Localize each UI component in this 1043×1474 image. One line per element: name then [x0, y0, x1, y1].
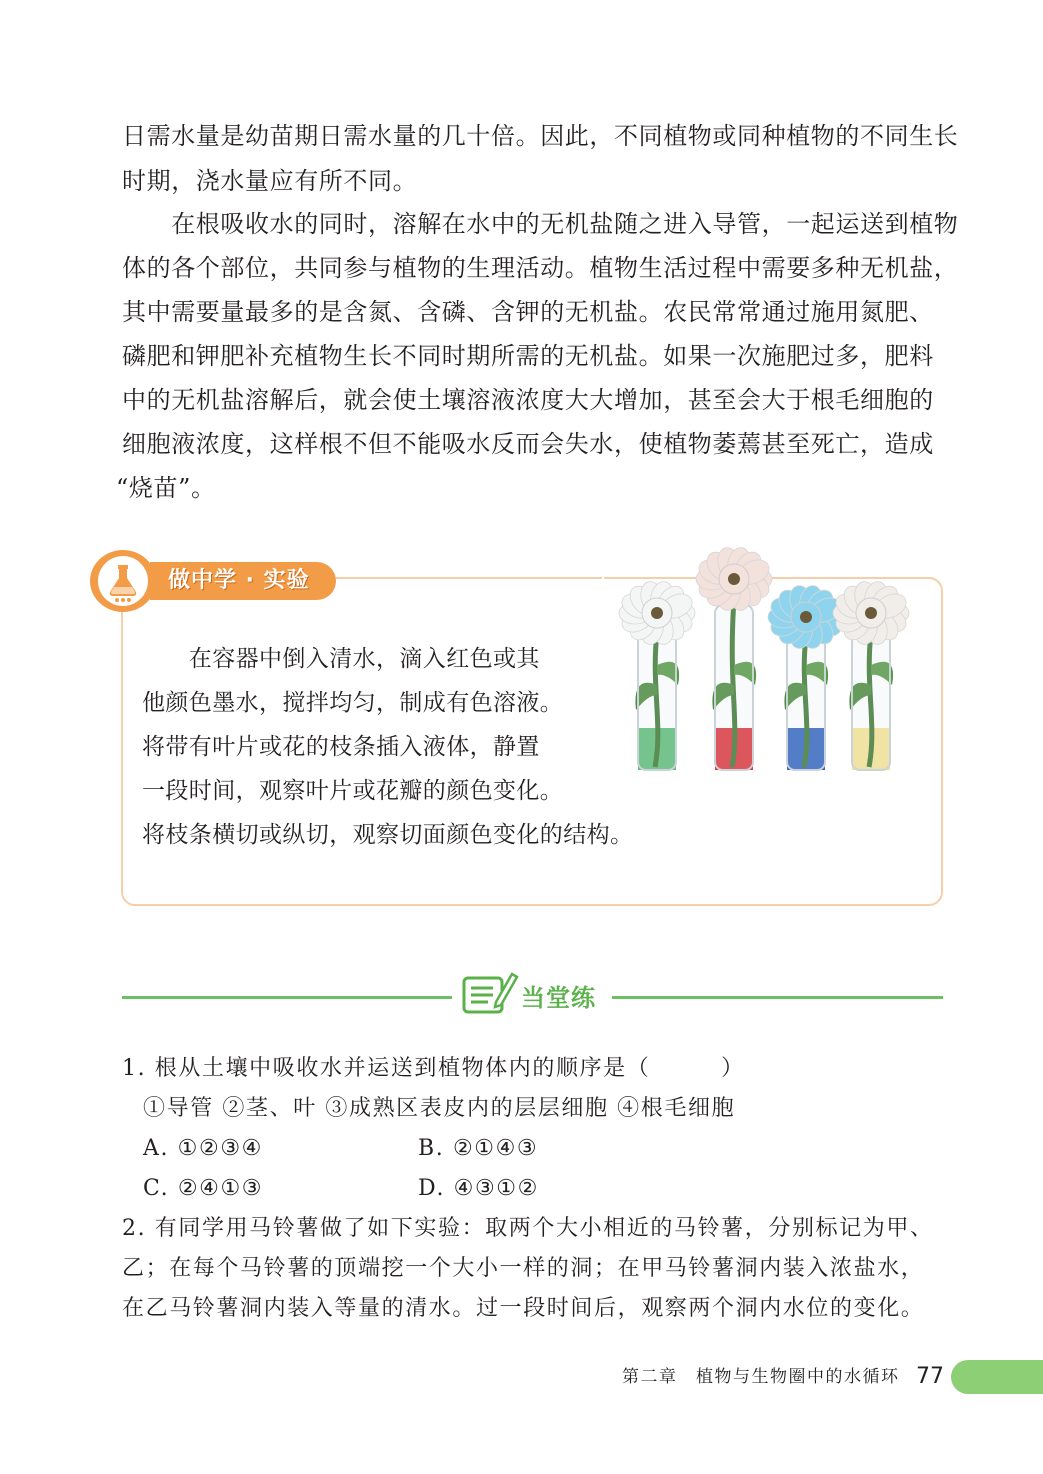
body-line: “烧苗”。 [116, 474, 216, 502]
test-tube [787, 630, 825, 770]
experiment-line: 在容器中倒入清水，滴入红色或其 [142, 646, 540, 672]
flower-tubes-photo [600, 535, 930, 780]
body-line: 时期，浇水量应有所不同。 [122, 167, 418, 195]
flask-icon [98, 556, 148, 606]
question-1-option-a: A. ①②③④ [143, 1136, 263, 1161]
question-1-stem: 1. 根从土壤中吸收水并运送到植物体内的顺序是（ ） [122, 1056, 745, 1081]
question-1-items: ①导管 ②茎、叶 ③成熟区表皮内的层层细胞 ④根毛细胞 [143, 1096, 736, 1121]
experiment-header-rule [336, 577, 602, 579]
flower-center [728, 573, 740, 585]
test-tube [715, 605, 753, 770]
practice-rule-right [612, 996, 943, 999]
experiment-line: 一段时间，观察叶片或花瓣的颜色变化。 [142, 778, 564, 804]
notebook-pencil-icon [460, 968, 520, 1018]
test-tube [852, 630, 890, 770]
experiment-title: 做中学 · 实验 [168, 568, 310, 593]
experiment-line: 将枝条横切或纵切，观察切面颜色变化的结构。 [142, 822, 634, 848]
practice-title: 当堂练 [521, 984, 596, 1012]
body-line: 磷肥和钾肥补充植物生长不同时期所需的无机盐。如果一次施肥过多，肥料 [122, 342, 934, 370]
question-2-line: 2. 有同学用马铃薯做了如下实验：取两个大小相近的马铃薯，分别标记为甲、 [122, 1216, 934, 1241]
body-line: 体的各个部位，共同参与植物的生理活动。植物生活过程中需要多种无机盐， [122, 254, 959, 282]
question-2-line: 在乙马铃薯洞内装入等量的清水。过一段时间后，观察两个洞内水位的变化。 [122, 1296, 925, 1321]
question-1-option-d: D. ④③①② [418, 1176, 539, 1201]
question-2-line: 乙；在每个马铃薯的顶端挖一个大小一样的洞；在甲马铃薯洞内装入浓盐水， [122, 1256, 925, 1281]
body-line: 其中需要量最多的是含氮、含磷、含钾的无机盐。农民常常通过施用氮肥、 [122, 298, 934, 326]
experiment-line: 他颜色墨水，搅拌均匀，制成有色溶液。 [142, 690, 564, 716]
footer-tab [951, 1360, 1043, 1394]
practice-rule-left [122, 996, 452, 999]
experiment-line: 将带有叶片或花的枝条插入液体，静置 [142, 734, 540, 760]
page-number: 77 [916, 1364, 944, 1389]
body-line: 日需水量是幼苗期日需水量的几十倍。因此，不同植物或同种植物的不同生长 [122, 122, 959, 150]
flower-center [651, 607, 663, 619]
body-line: 中的无机盐溶解后，就会使土壤溶液浓度大大增加，甚至会大于根毛细胞的 [122, 386, 934, 414]
question-1-option-c: C. ②④①③ [143, 1176, 264, 1201]
question-1-option-b: B. ②①④③ [418, 1136, 539, 1161]
body-line: 细胞液浓度，这样根不但不能吸水反而会失水，使植物萎蔫甚至死亡，造成 [122, 430, 934, 458]
flower-center [865, 607, 877, 619]
chapter-title: 第二章 植物与生物圈中的水循环 [622, 1367, 900, 1387]
body-line: 在根吸收水的同时，溶解在水中的无机盐随之进入导管，一起运送到植物 [122, 210, 959, 238]
flower-center [800, 611, 812, 623]
test-tube [638, 630, 676, 770]
